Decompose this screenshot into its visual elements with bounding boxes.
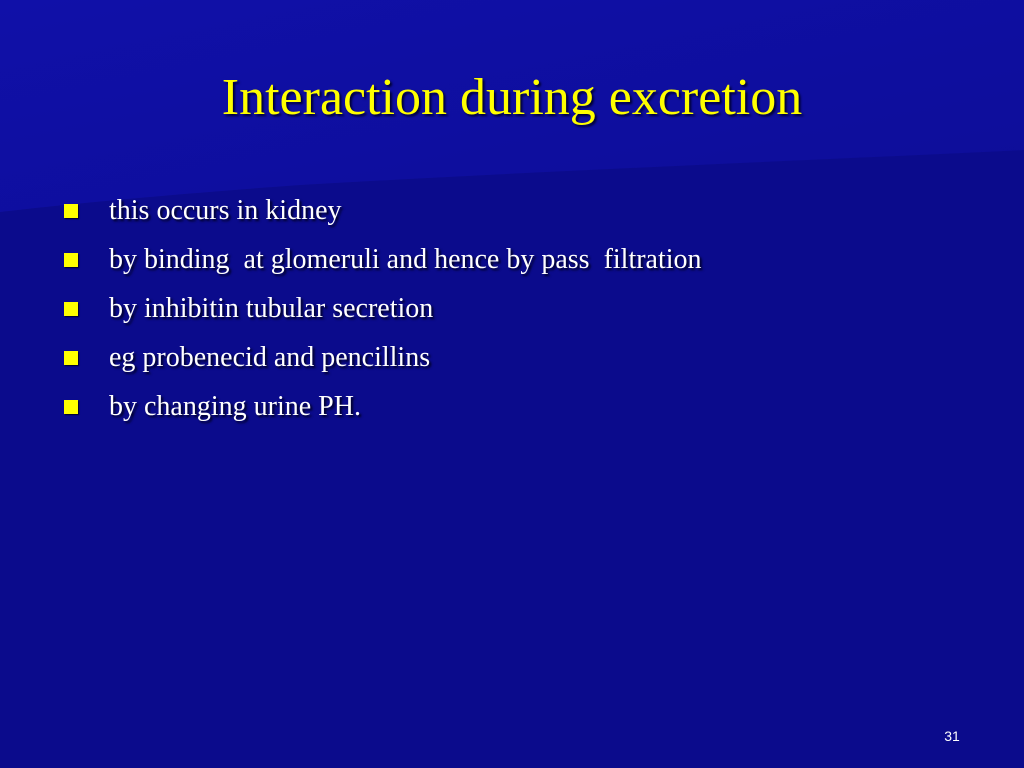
square-bullet-icon	[64, 253, 78, 267]
square-bullet-icon	[64, 302, 78, 316]
square-bullet-icon	[64, 400, 78, 414]
slide-title: Interaction during excretion	[221, 69, 803, 126]
bullet-text: eg probenecid and pencillins	[109, 341, 431, 373]
list-item	[64, 186, 702, 235]
bullet-text: this occurs in kidney	[109, 194, 342, 226]
square-bullet-icon	[64, 204, 78, 218]
bullet-text: by inhibitin tubular secretion	[109, 292, 434, 324]
list-item	[64, 333, 702, 382]
page-number: 31	[944, 728, 960, 744]
bullet-text: by changing urine PH.	[109, 390, 361, 422]
square-bullet-icon	[64, 351, 78, 365]
list-item	[64, 382, 702, 431]
list-item	[64, 235, 702, 284]
bullet-text: by binding at glomeruli and hence by pass filtration	[109, 243, 702, 275]
list-item	[64, 284, 702, 333]
bullet-list	[64, 186, 702, 431]
